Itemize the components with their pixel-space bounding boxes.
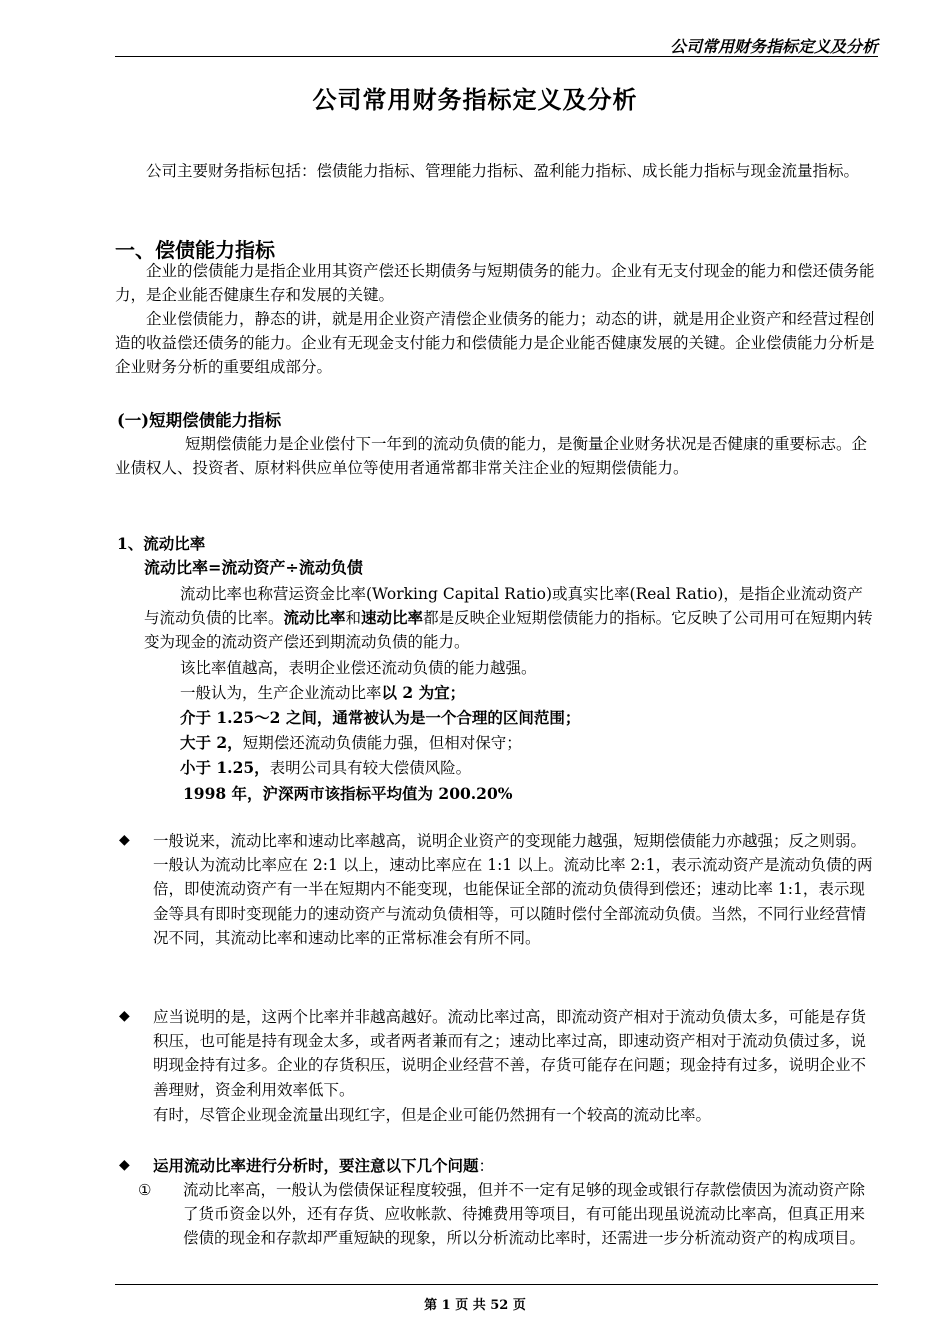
bullet-paragraph-2: 应当说明的是，这两个比率并非越高越好。流动比率过高，即流动资产相对于流动负债太多，可能是存货积压，也可能是持有现金太多，或者两者兼而有之；速动比率过高，即速动资产相对于流动负债过多，说明现金持有过多。企业的存货积压，说明企业经营不善，存货可能存在问题；现金持有过多，说明企业不善理财，资金利用效率低下。 (153, 1008, 867, 1099)
bullet-icon: ◆ (119, 1008, 130, 1024)
ratio-line-5: 小于 1.25，表明公司具有较大偿债风险。 (180, 758, 472, 777)
page-number: 第 1 页 共 52 页 (424, 1298, 526, 1313)
document-title: 公司常用财务指标定义及分析 (312, 85, 638, 114)
ratio-line-4: 大于 2，短期偿还流动负债能力强，但相对保守； (180, 733, 522, 752)
ratio-line-6: 1998 年，沪深两市该指标平均值为 200.20% (183, 784, 513, 803)
section-heading: 一、偿债能力指标 (115, 238, 275, 262)
ratio-line-2: 一般认为，生产企业流动比率以 2 为宜； (180, 683, 466, 702)
footer-divider (115, 1284, 878, 1285)
bullet-icon: ◆ (119, 832, 130, 848)
subsection-heading: (一)短期偿债能力指标 (117, 411, 282, 430)
bullet-heading-3: 运用流动比率进行分析时，要注意以下几个问题： (153, 1156, 495, 1175)
ratio-description: 流动比率也称营运资金比率(Working Capital Ratio)或真实比率(Real Ratio)，是指企业流动资产与流动负债的比率。流动比率和速动比率都是反映企业短期偿债能力的指标。它反映了公司用可在短期内转变为现金的流动资产偿还到期流动负债的能力。 (144, 585, 873, 651)
section-paragraph-1: 企业的偿债能力是指企业用其资产偿还长期债务与短期债务的能力。企业有无支付现金的能力和偿还债务能力，是企业能否健康生存和发展的关键。 (115, 262, 875, 304)
intro-paragraph: 公司主要财务指标包括：偿债能力指标、管理能力指标、盈利能力指标、成长能力指标与现金流量指标。 (146, 162, 860, 180)
subsection-paragraph: 短期偿债能力是企业偿付下一年到的流动负债的能力，是衡量企业财务状况是否健康的重要标志。企业债权人、投资者、原材料供应单位等使用者通常都非常关注企业的短期偿债能力。 (115, 435, 868, 477)
bullet-paragraph-2-note: 有时，尽管企业现金流量出现红字，但是企业可能仍然拥有一个较高的流动比率。 (153, 1106, 712, 1124)
item-heading: 1、流动比率 (117, 534, 206, 553)
bullet-paragraph-1: 一般说来，流动比率和速动比率越高，说明企业资产的变现能力越强，短期偿债能力亦越强；反之则弱。一般认为流动比率应在 2:1 以上，速动比率应在 1:1 以上。流动比率 2:1，表示流动资产是流动负债的两倍，即使流动资产有一半在短期内不能变现，也能保证全部的流动负债得到偿还；速动比率 1:1，表示现金等具有即时变现能力的速动资产与流动负债相等，可以随时偿付全部流动负债。当然，不同行业经营情况不同，其流动比率和速动比率的正常标准会有所不同。 (153, 832, 873, 947)
point-paragraph-1: 流动比率高，一般认为偿债保证程度较强，但并不一定有足够的现金或银行存款偿债因为流动资产除了货币资金以外，还有存货、应收帐款、待摊费用等项目，有可能出现虽说流动比率高，但真正用来偿债的现金和存款却严重短缺的现象，所以分析流动比率时，还需进一步分析流动资产的构成项目。 (183, 1181, 866, 1248)
ratio-line-3: 介于 1.25～2 之间，通常被认为是一个合理的区间范围； (180, 708, 581, 727)
point-number-icon: ① (138, 1181, 152, 1199)
bullet-icon: ◆ (119, 1157, 130, 1173)
page-header (115, 30, 878, 57)
header-title: 公司常用财务指标定义及分析 (669, 37, 878, 56)
ratio-line-1: 该比率值越高，表明企业偿还流动负债的能力越强。 (180, 659, 537, 677)
formula: 流动比率=流动资产÷流动负债 (144, 558, 363, 577)
section-paragraph-2: 企业偿债能力，静态的讲，就是用企业资产清偿企业债务的能力；动态的讲，就是用企业资产和经营过程创造的收益偿还债务的能力。企业有无现金支付能力和偿债能力是企业能否健康发展的关键。企业偿债能力分析是企业财务分析的重要组成部分。 (115, 310, 875, 376)
